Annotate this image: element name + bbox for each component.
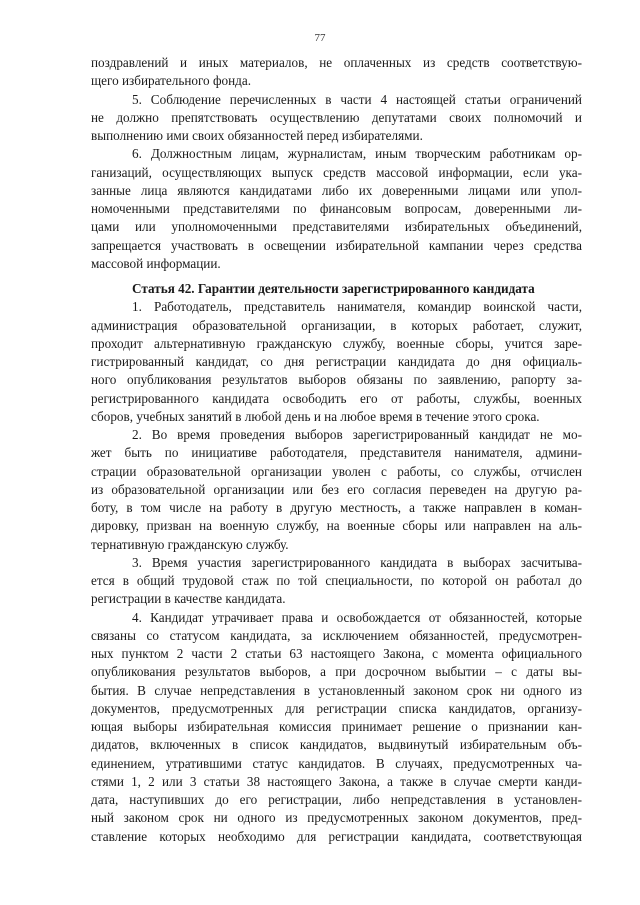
text-line: сборов, учебных занятий в любой день и на любое время в течение этого срока. bbox=[91, 408, 540, 424]
text-line: регистрированного кандидата освободить его от работы, службы, военных bbox=[91, 390, 582, 406]
text-line: дата, наступивших до его регистрации, либо непредставления в установлен- bbox=[91, 792, 582, 807]
text-line: дировку, призван на военную службу, на военные сборы или направлен на аль- bbox=[91, 518, 582, 534]
text-line: страции образовательной организации уволен с работы, со службы, отчислен bbox=[91, 463, 582, 479]
paragraph bbox=[91, 54, 582, 91]
text-line: 6. Должностным лицам, журналистам, иным творческим работникам ор- bbox=[132, 146, 582, 162]
text-line: проходит альтернативную гражданскую службу, военные сборы, учится заре- bbox=[91, 335, 582, 351]
paragraph bbox=[91, 145, 582, 273]
article-heading bbox=[91, 280, 582, 298]
text-line: боту, в том числе на работу в другую местность, а также направлен в коман- bbox=[91, 500, 582, 515]
text-line: поздравлений и иных материалов, не оплаченных из средств соответствую- bbox=[91, 55, 582, 70]
text-line: из образовательной организации или без его согласия переведен на другую ра- bbox=[91, 481, 582, 497]
text-line: ставление которых необходимо для регистрации кандидата, соответствующая bbox=[91, 828, 582, 844]
text-line: номоченными представителями по финансовым вопросам, доверенными ли- bbox=[91, 201, 582, 216]
text-line: гистрированный кандидат, со дня регистрации кандидата до дня официаль- bbox=[91, 354, 582, 369]
text-line: бытия. В случае непредставления в установленный законом срок ни одного из bbox=[91, 682, 582, 698]
text-line: не должно препятствовать осуществлению депутатами своих полномочий и bbox=[91, 109, 582, 125]
text-line: щего избирательного фонда. bbox=[91, 73, 252, 89]
text-line: 4. Кандидат утрачивает права и освобождается от обязанностей, которые bbox=[132, 609, 582, 625]
text-line: документов, предусмотренных для регистрации списка кандидатов, организу- bbox=[91, 700, 582, 716]
text-line: жет быть по инициативе работодателя, представителя нанимателя, админи- bbox=[91, 445, 582, 461]
text-line: массовой информации. bbox=[91, 255, 221, 271]
page-number: 77 bbox=[314, 32, 326, 44]
text-line: 1. Работодатель, представитель нанимателя, командир воинской части, bbox=[132, 299, 582, 315]
text-line: регистрации в качестве кандидата. bbox=[91, 591, 286, 607]
text-line: ного опубликования результатов выборов обязаны по заявлению, рапорту за- bbox=[91, 372, 582, 388]
heading-line: Статья 42. Гарантии деятельности зарегистрированного кандидата bbox=[132, 281, 535, 296]
document-body bbox=[91, 54, 582, 846]
text-line: 2. Во время проведения выборов зарегистрированный кандидат не мо- bbox=[132, 427, 582, 442]
text-line: ный законом срок ни одного из предусмотренных законом документов, пред- bbox=[91, 810, 582, 826]
text-line: ганизаций, осуществляющих выпуск средств массовой информации, если ука- bbox=[91, 164, 582, 180]
text-line: запрещается участвовать в освещении избирательной кампании через средства bbox=[91, 237, 582, 253]
text-line: занные лица являются кандидатами либо их доверенными лицами или упол- bbox=[91, 182, 582, 198]
text-line: опубликования результатов выборов, а при досрочном выбытии – с даты вы- bbox=[91, 664, 582, 680]
text-line: 3. Время участия зарегистрированного кандидата в выборах засчитыва- bbox=[132, 554, 582, 570]
text-line: цами или уполномоченными представителями избирательных объединений, bbox=[91, 219, 582, 235]
text-line: ных пунктом 2 части 2 статьи 63 настоящего Закона, с момента официального bbox=[91, 646, 582, 661]
text-line: связаны со статусом кандидата, за исключением обязанностей, предусмотрен- bbox=[91, 627, 582, 643]
paragraph bbox=[91, 426, 582, 554]
text-line: тернативную гражданскую службу. bbox=[91, 536, 289, 552]
text-line: 5. Соблюдение перечисленных в части 4 настоящей статьи ограничений bbox=[132, 91, 582, 107]
paragraph bbox=[91, 91, 582, 146]
text-line: стями 1, 2 или 3 статьи 38 настоящего Закона, а также в случае смерти канди- bbox=[91, 773, 582, 789]
paragraph bbox=[91, 298, 582, 426]
text-line: ющая выборы избирательная комиссия принимает решение о признании кан- bbox=[91, 719, 582, 734]
text-line: выполнению ими своих обязанностей перед избирателями. bbox=[91, 128, 423, 143]
text-line: дидатов, включенных в список кандидатов, выдвинутый избирательным объ- bbox=[91, 737, 582, 753]
text-line: администрация образовательной организации, в которых работает, служит, bbox=[91, 317, 582, 333]
text-line: ется в общий трудовой стаж по той специальности, по которой он работал до bbox=[91, 573, 582, 588]
paragraph bbox=[91, 554, 582, 609]
text-line: единением, утратившими статус кандидатов. В случаях, предусмотренных ча- bbox=[91, 755, 582, 771]
paragraph bbox=[91, 609, 582, 846]
